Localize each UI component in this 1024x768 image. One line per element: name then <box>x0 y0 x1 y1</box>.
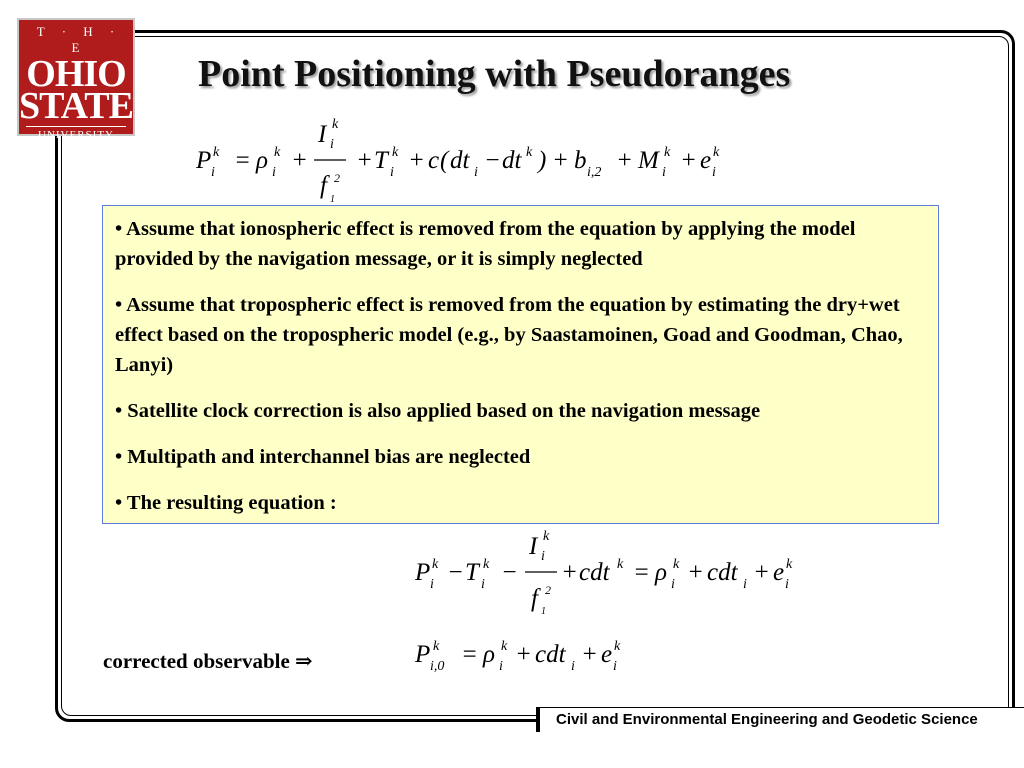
svg-text:i: i <box>430 577 434 592</box>
svg-text:ρ: ρ <box>483 641 495 668</box>
svg-text:i: i <box>743 577 747 592</box>
svg-text:k: k <box>526 145 533 160</box>
svg-text:1: 1 <box>541 606 546 617</box>
svg-text:dt: dt <box>450 147 470 174</box>
svg-text:i: i <box>671 577 675 592</box>
bullet-multipath: • Multipath and interchannel bias are neglected <box>115 446 531 468</box>
svg-text:f: f <box>531 585 538 612</box>
svg-text:+: + <box>616 147 633 174</box>
svg-text:i,2: i,2 <box>587 165 602 180</box>
svg-text:i,0: i,0 <box>430 659 445 674</box>
svg-text:M: M <box>638 147 659 174</box>
assumptions-box <box>102 205 939 524</box>
svg-text:c: c <box>428 147 440 174</box>
corrected-observable-label: corrected observable ⇒ <box>103 649 313 673</box>
svg-text:−: − <box>501 559 518 586</box>
svg-text:k: k <box>433 639 440 654</box>
svg-text:cdt: cdt <box>535 641 566 668</box>
svg-text:P: P <box>196 147 212 174</box>
svg-text:ρ: ρ <box>655 559 667 586</box>
svg-text:i: i <box>272 165 276 180</box>
svg-text:I: I <box>318 121 327 148</box>
svg-text:2: 2 <box>545 583 551 597</box>
svg-text:cdt: cdt <box>579 559 610 586</box>
svg-text:k: k <box>432 557 439 572</box>
svg-text:k: k <box>713 145 720 160</box>
svg-text:−: − <box>484 147 501 174</box>
slide-title: Point Positioning with Pseudoranges <box>198 53 791 95</box>
svg-text:1: 1 <box>330 194 335 205</box>
svg-text:i: i <box>390 165 394 180</box>
svg-text:=: = <box>633 559 650 586</box>
svg-text:+: + <box>291 147 308 174</box>
svg-text:i: i <box>712 165 716 180</box>
svg-text:ρ: ρ <box>256 147 268 174</box>
svg-text:2: 2 <box>334 171 340 185</box>
svg-text:k: k <box>543 529 550 544</box>
svg-text:i: i <box>662 165 666 180</box>
svg-text:k: k <box>501 639 508 654</box>
svg-text:+: + <box>408 147 425 174</box>
svg-text:i: i <box>330 137 334 152</box>
svg-text:P: P <box>415 641 431 668</box>
svg-text:i: i <box>499 659 503 674</box>
svg-text:k: k <box>483 557 490 572</box>
equation-resulting <box>415 528 815 630</box>
svg-text:i: i <box>474 165 478 180</box>
svg-text:+: + <box>552 147 569 174</box>
svg-text:+: + <box>561 559 578 586</box>
svg-text:k: k <box>392 145 399 160</box>
footer-department: Civil and Environmental Engineering and Geodetic Science <box>536 707 1024 732</box>
svg-text:k: k <box>213 145 220 160</box>
svg-text:k: k <box>274 145 281 160</box>
svg-text:I: I <box>529 533 538 560</box>
svg-text:dt: dt <box>502 147 522 174</box>
svg-text:i: i <box>211 165 215 180</box>
svg-text:k: k <box>332 117 339 132</box>
equation-corrected-observable <box>415 630 655 687</box>
svg-text:+: + <box>680 147 697 174</box>
svg-text:+: + <box>687 559 704 586</box>
svg-text:e: e <box>601 641 613 668</box>
svg-text:k: k <box>664 145 671 160</box>
svg-text:k: k <box>673 557 680 572</box>
svg-text:cdt: cdt <box>707 559 738 586</box>
svg-text:e: e <box>700 147 712 174</box>
svg-text:P: P <box>415 559 431 586</box>
bullet-tropospheric: • Assume that tropospheric effect is removed from the equation by estimating the dry+wet effect based on the tropospheric model (e.g., by Saastamoinen, Goad and Goodman, Chao, Lanyi) <box>115 294 903 376</box>
svg-text:+: + <box>515 641 532 668</box>
svg-text:+: + <box>753 559 770 586</box>
svg-text:f: f <box>320 172 327 199</box>
svg-text:k: k <box>617 557 624 572</box>
svg-text:(: ( <box>440 147 449 174</box>
svg-text:i: i <box>541 549 545 564</box>
equation-pseudorange-full <box>196 118 756 215</box>
svg-text:+: + <box>581 641 598 668</box>
svg-text:e: e <box>773 559 785 586</box>
svg-text:=: = <box>461 641 478 668</box>
bullet-resulting-equation: • The resulting equation : <box>115 492 337 514</box>
svg-text:i: i <box>481 577 485 592</box>
svg-text:=: = <box>234 147 251 174</box>
ohio-state-logo: T · H · E OHIO STATE UNIVERSITY <box>17 18 135 136</box>
svg-text:i: i <box>785 577 789 592</box>
svg-text:T: T <box>374 147 388 174</box>
bullet-ionospheric: • Assume that ionospheric effect is removed from the equation by applying the model provided by the navigation message, or it is simply neglected <box>115 218 856 270</box>
svg-text:T: T <box>465 559 479 586</box>
svg-text:): ) <box>538 147 547 174</box>
svg-text:−: − <box>447 559 464 586</box>
svg-text:k: k <box>614 639 621 654</box>
svg-text:i: i <box>571 659 575 674</box>
bullet-satellite-clock: • Satellite clock correction is also applied based on the navigation message <box>115 400 761 422</box>
svg-text:i: i <box>613 659 617 674</box>
svg-text:+: + <box>356 147 373 174</box>
svg-text:b: b <box>574 147 587 174</box>
svg-text:k: k <box>786 557 793 572</box>
